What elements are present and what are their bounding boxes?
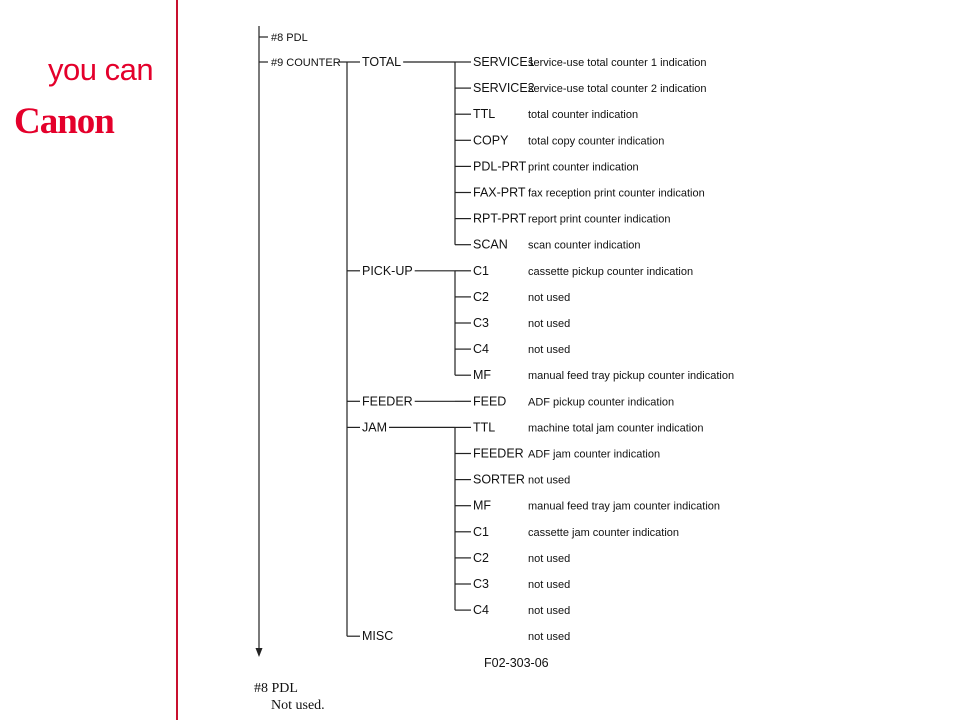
item-code: MF: [473, 498, 492, 513]
item-description: not used: [528, 605, 571, 618]
item-code: TTL: [473, 420, 496, 435]
figure-id: F02-303-06: [484, 656, 549, 670]
item-description: ADF pickup counter indication: [528, 396, 675, 409]
category-misc: MISC: [362, 629, 394, 644]
category-pick-up: PICK-UP: [362, 263, 413, 278]
item-description: not used: [528, 344, 571, 357]
item-code: SERVICE1: [473, 55, 535, 69]
item-code: SERVICE2: [473, 81, 535, 96]
logo-text: Canon: [14, 101, 114, 140]
item-code: SORTER: [473, 472, 525, 487]
item-code: PDL-PRT: [473, 159, 527, 174]
item-code: FAX-PRT: [473, 185, 526, 200]
item-code: C4: [473, 342, 489, 357]
category-jam: JAM: [362, 420, 387, 435]
item-description: fax reception print counter indication: [528, 187, 705, 200]
item-code: TTL: [473, 107, 496, 122]
item-description: cassette jam counter indication: [528, 526, 680, 539]
item-description: print counter indication: [528, 161, 639, 174]
footnote-text: Not used.: [271, 698, 325, 713]
item-code: FEED: [473, 394, 507, 409]
item-description: report print counter indication: [528, 213, 671, 226]
item-description: not used: [528, 291, 571, 304]
item-code: C2: [473, 550, 489, 565]
item-description: machine total jam counter indication: [528, 422, 704, 435]
category-feeder: FEEDER: [362, 394, 413, 409]
item-code: C1: [473, 524, 489, 539]
item-code: C3: [473, 316, 489, 330]
item-description: not used: [528, 579, 571, 591]
item-code: C1: [473, 263, 489, 278]
item-code: C4: [473, 603, 489, 618]
item-code: COPY: [473, 133, 509, 148]
item-description: not used: [528, 631, 571, 644]
root-pdl: #8 PDL: [271, 32, 308, 44]
category-total: TOTAL: [362, 55, 402, 69]
item-description: cassette pickup counter indication: [528, 265, 694, 278]
item-code: SCAN: [473, 237, 508, 252]
item-description: ADF jam counter indication: [528, 448, 661, 461]
item-description: service-use total counter 2 indication: [528, 83, 707, 96]
item-description: not used: [528, 318, 571, 330]
item-description: manual feed tray pickup counter indication: [528, 370, 735, 383]
item-code: C2: [473, 289, 489, 304]
footnote-title: #8 PDL: [254, 681, 298, 696]
item-description: manual feed tray jam counter indication: [528, 500, 720, 513]
item-code: RPT-PRT: [473, 211, 527, 226]
item-description: service-use total counter 1 indication: [528, 57, 707, 69]
root-counter: #9 COUNTER: [271, 57, 341, 69]
tagline: you can: [48, 52, 154, 87]
item-code: C3: [473, 577, 489, 591]
item-code: MF: [473, 368, 492, 383]
down-arrow-icon: [256, 648, 263, 657]
item-description: total counter indication: [528, 109, 639, 122]
item-description: scan counter indication: [528, 239, 641, 252]
item-description: total copy counter indication: [528, 135, 665, 148]
item-code: FEEDER: [473, 446, 524, 461]
item-description: not used: [528, 474, 571, 487]
item-description: not used: [528, 552, 571, 565]
